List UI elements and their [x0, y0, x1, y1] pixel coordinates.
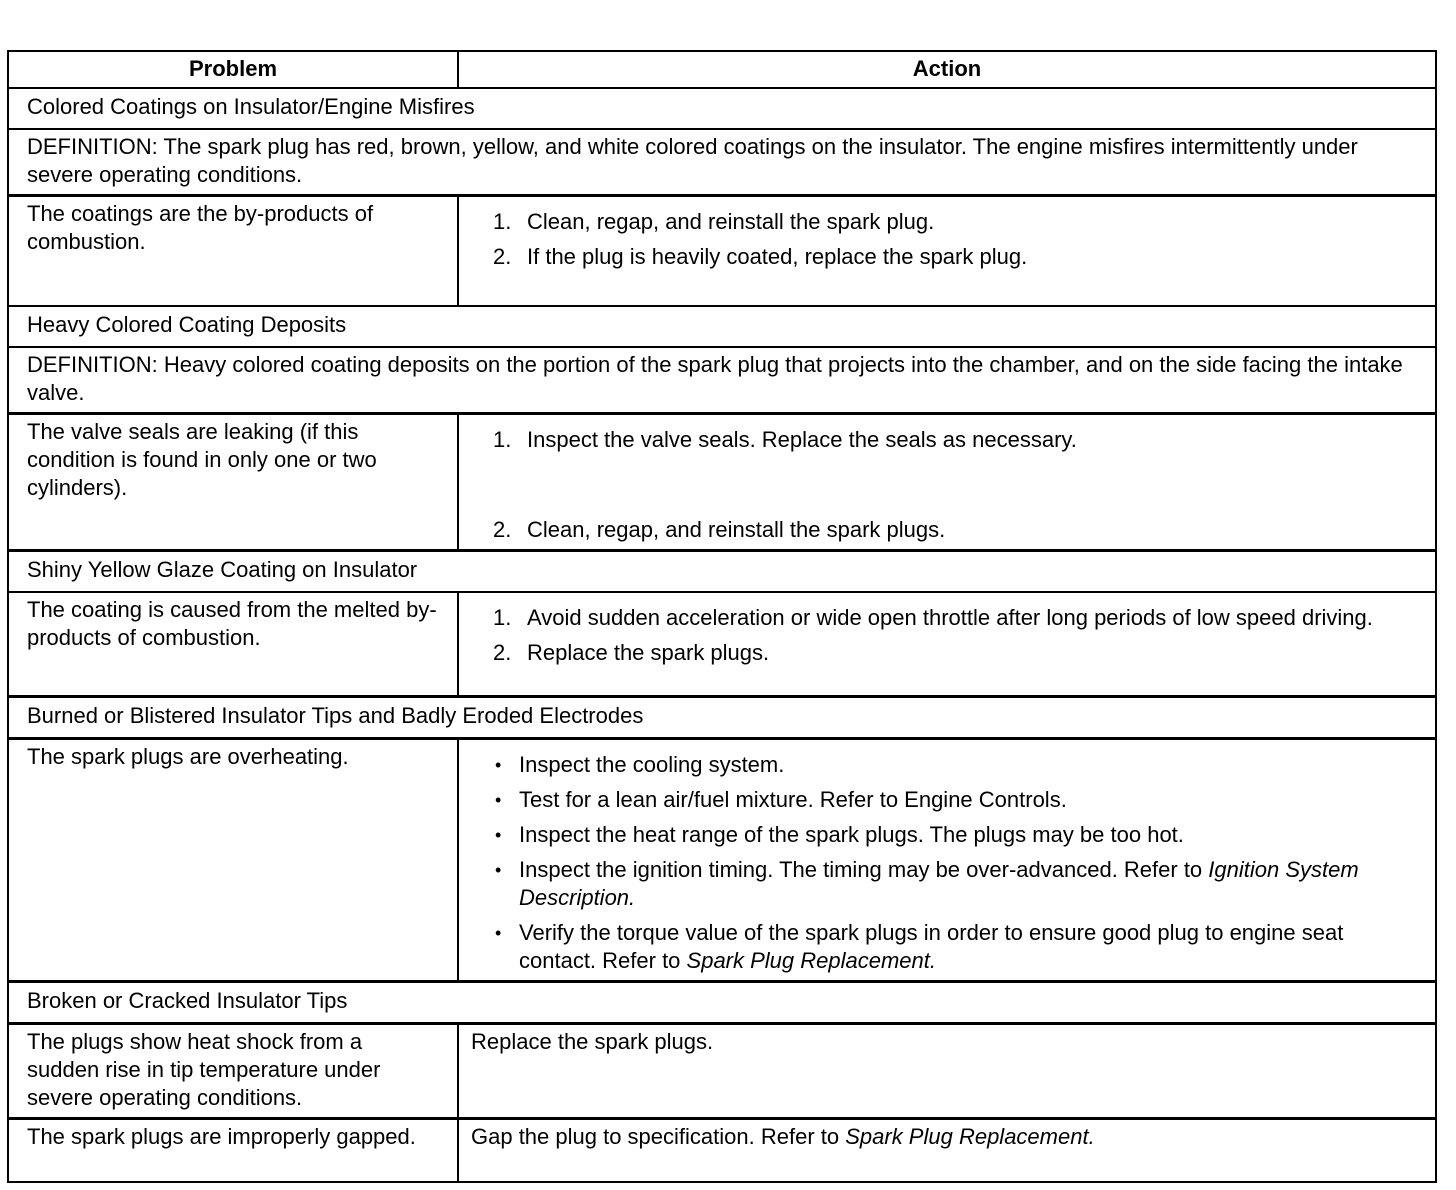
definition-row — [8, 347, 1436, 414]
section-title: Broken or Cracked Insulator Tips — [8, 982, 1436, 1024]
section-title: Colored Coatings on Insulator/Engine Misfires — [8, 88, 1436, 129]
problem-cell: The coating is caused from the melted by-products of combustion. — [8, 592, 458, 697]
definition-row — [8, 129, 1436, 196]
table-row — [8, 1119, 1436, 1182]
table-row — [8, 1024, 1436, 1119]
header-action: Action — [458, 51, 1436, 88]
problem-cell: The spark plugs are overheating. — [8, 739, 458, 982]
action-bullet: • Test for a lean air/fuel mixture. Refer to Engine Controls. — [495, 787, 1067, 812]
problem-cell: The coatings are the by-products of combustion. — [8, 196, 458, 306]
action-step: 2. Clean, regap, and reinstall the spark plugs. — [493, 516, 946, 542]
action-step: 2. If the plug is heavily coated, replace the spark plug. — [493, 244, 1028, 269]
section-title-row — [8, 697, 1436, 739]
section-title-row — [8, 88, 1436, 129]
action-cell: Gap the plug to specification. Refer to Spark Plug Replacement. — [458, 1119, 1436, 1182]
action-step: 1. Avoid sudden acceleration or wide open throttle after long periods of low speed driving. — [493, 604, 1373, 630]
action-cell — [458, 739, 1436, 982]
section-title-row — [8, 550, 1436, 592]
problem-cell: The spark plugs are improperly gapped. — [8, 1119, 458, 1182]
action-step: 2. Replace the spark plugs. — [493, 639, 770, 665]
action-cell — [458, 592, 1436, 697]
action-cell: Replace the spark plugs. — [458, 1024, 1436, 1119]
table-row — [8, 739, 1436, 982]
spark-plug-diagnosis-table — [7, 50, 1437, 1183]
action-step: 1. Inspect the valve seals. Replace the seals as necessary. — [493, 426, 1077, 452]
action-bullet: • Inspect the cooling system. — [495, 752, 785, 777]
troubleshooting-document — [7, 50, 1435, 1183]
action-bullet: • Verify the torque value of the spark plugs in order to ensure good plug to engine seat contact. Refer to Spark Plug Replacement. — [495, 920, 1344, 973]
problem-cell: The valve seals are leaking (if this condition is found in only one or two cylinders). — [8, 413, 458, 550]
table-header-row — [8, 51, 1436, 88]
reference-link[interactable]: Spark Plug Replacement — [686, 948, 930, 973]
reference-link[interactable]: Spark Plug Replacement — [845, 1124, 1089, 1149]
header-problem: Problem — [8, 51, 458, 88]
definition-text: DEFINITION: Heavy colored coating deposits on the portion of the spark plug that projects into the chamber, and on the side facing the intake valve. — [8, 347, 1436, 414]
section-title-row — [8, 982, 1436, 1024]
table-row — [8, 196, 1436, 306]
problem-cell: The plugs show heat shock from a sudden rise in tip temperature under severe operating conditions. — [8, 1024, 458, 1119]
section-title: Shiny Yellow Glaze Coating on Insulator — [8, 550, 1436, 592]
action-cell — [458, 413, 1436, 550]
action-step: 1. Clean, regap, and reinstall the spark plug. — [493, 209, 935, 234]
section-title: Burned or Blistered Insulator Tips and Badly Eroded Electrodes — [8, 697, 1436, 739]
reference-link[interactable]: Ignition System Description — [519, 857, 1359, 910]
definition-text: DEFINITION: The spark plug has red, brown, yellow, and white colored coatings on the insulator. The engine misfires intermittently under severe operating conditions. — [8, 129, 1436, 196]
action-bullet: • Inspect the ignition timing. The timing may be over-advanced. Refer to Ignition System Description. — [495, 857, 1359, 910]
table-row — [8, 413, 1436, 550]
section-title-row — [8, 306, 1436, 347]
table-row — [8, 592, 1436, 697]
action-bullet: • Inspect the heat range of the spark plugs. The plugs may be too hot. — [495, 822, 1184, 847]
section-title: Heavy Colored Coating Deposits — [8, 306, 1436, 347]
action-cell — [458, 196, 1436, 306]
